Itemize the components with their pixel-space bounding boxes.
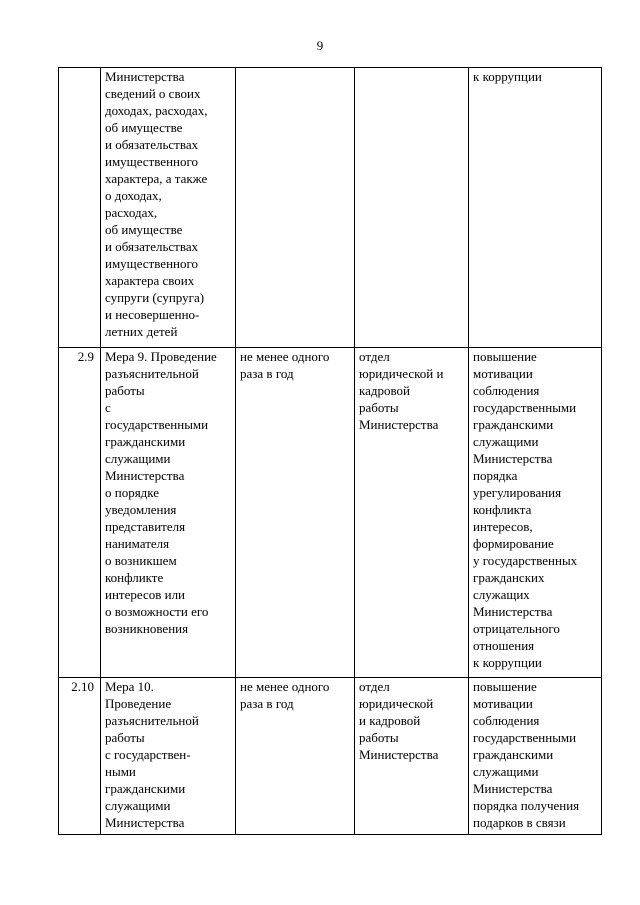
result-cell: повышение мотивации соблюдения государственными гражданскими служащими Министерства порядка получения подарков в связи <box>469 678 602 835</box>
result-cell: повышение мотивации соблюдения государственными гражданскими служащими Министерства порядка урегулирования конфликта интересов, формирование у государственных гражданских служащих Министерства отрицательного отношения к коррупции <box>469 348 602 678</box>
table-row <box>59 678 602 835</box>
deadline-cell <box>236 68 355 348</box>
responsible-cell: отдел юридической и кадровой работы Министерства <box>355 348 469 678</box>
row-number-cell: 2.9 <box>59 348 101 678</box>
deadline-cell: не менее одного раза в год <box>236 348 355 678</box>
row-number-cell: 2.10 <box>59 678 101 835</box>
responsible-cell: отдел юридической и кадровой работы Министерства <box>355 678 469 835</box>
measure-cell: Мера 9. Проведение разъяснительной работы с государственными гражданскими служащими Министерства о порядке уведомления представителя нанимателя о возникшем конфликте интересов или о возможности его возникновения <box>101 348 236 678</box>
deadline-cell: не менее одного раза в год <box>236 678 355 835</box>
measure-cell: Мера 10. Проведение разъяснительной работы с государствен- ными гражданскими служащими Министерства <box>101 678 236 835</box>
row-number-cell <box>59 68 101 348</box>
responsible-cell <box>355 68 469 348</box>
table-row <box>59 348 602 678</box>
measures-table <box>58 67 602 835</box>
table-row <box>59 68 602 348</box>
measure-cell: Министерства сведений о своих доходах, расходах, об имуществе и обязательствах имущественного характера, а также о доходах, расходах, об имуществе и обязательствах имущественного характера своих супруги (супруга) и несовершенно- летних детей <box>101 68 236 348</box>
result-cell: к коррупции <box>469 68 602 348</box>
page-number: 9 <box>316 38 324 53</box>
